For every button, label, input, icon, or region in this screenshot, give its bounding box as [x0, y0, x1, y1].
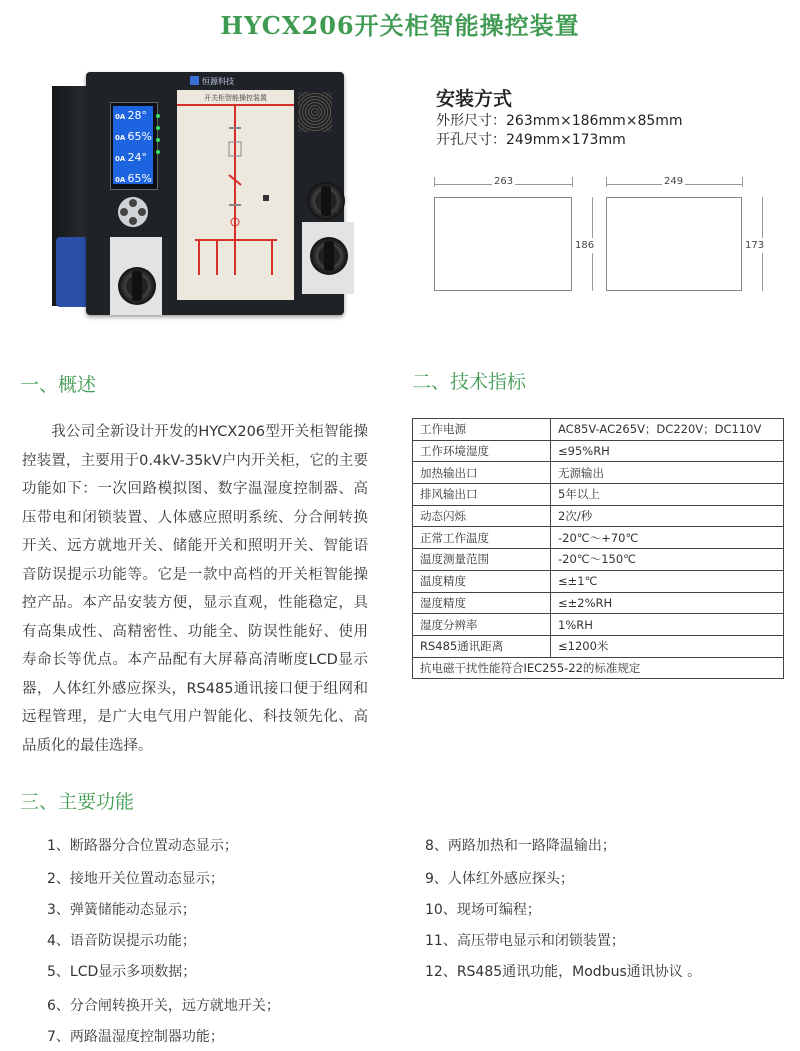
keypad	[118, 197, 148, 227]
spec-row	[413, 419, 784, 441]
function-item: 4、语音防误提示功能；	[47, 933, 196, 949]
spec-value: ≤1200米	[551, 635, 784, 657]
device-brand: 恒源科技	[202, 77, 234, 86]
spec-value: ≤±1℃	[551, 570, 784, 592]
function-item: 6、分合闸转换开关，远方就地开关；	[47, 998, 280, 1014]
function-item: 7、两路温湿度控制器功能；	[47, 1029, 224, 1045]
cutout-dimension-box	[606, 197, 742, 291]
spec-row	[413, 462, 784, 484]
energy-switch-icon	[307, 182, 345, 220]
spec-footer-row	[413, 657, 784, 679]
spec-key: 温度精度	[413, 570, 551, 592]
spec-row	[413, 505, 784, 527]
speaker-grille	[298, 92, 332, 132]
lcd-row: 0A 65%	[115, 172, 152, 185]
lcd-row: 0A 28°	[115, 109, 148, 122]
remote-local-switch-icon	[118, 267, 156, 305]
install-outer-size: 外形尺寸：263mm×186mm×85mm	[436, 113, 683, 129]
spec-footer: 抗电磁干扰性能符合IEC255-22的标准规定	[413, 657, 784, 679]
open-close-switch-icon	[310, 237, 348, 275]
function-item: 8、两路加热和一路降温输出；	[425, 838, 616, 854]
specs-heading: 二、技术指标	[412, 371, 527, 393]
function-item: 9、人体红外感应探头；	[425, 871, 574, 887]
spec-row	[413, 484, 784, 506]
spec-row	[413, 570, 784, 592]
brand-logo-icon	[190, 76, 199, 85]
spec-value: AC85V-AC265V；DC220V；DC110V	[551, 419, 784, 441]
spec-row	[413, 614, 784, 636]
outer-dimension-box	[434, 197, 572, 291]
spec-key: 湿度精度	[413, 592, 551, 614]
spec-row	[413, 635, 784, 657]
spec-value: ≤±2%RH	[551, 592, 784, 614]
function-item: 3、弹簧储能动态显示；	[47, 902, 196, 918]
spec-value: -20℃～+70℃	[551, 527, 784, 549]
overview-text: 我公司全新设计开发的HYCX206型开关柜智能操控装置，主要用于0.4kV-35kV户内开关柜，它的主要功能如下：一次回路模拟图、数字温湿度控制器、高压带电和闭锁装置、人体感应照明系统、分合闸转换开关、远方就地开关、储能开关和照明开关、智能语音防误提示功能等。它是一款中高档的开关柜智能操控产品。本产品安装方便，显示直观，性能稳定，具有高集成性、高精密性、功能全、防误性能好、使用寿命长等优点。本产品配有大屏幕高清晰度LCD显示器，人体红外感应探头，RS485通讯接口便于组网和远程管理，是广大电气用户智能化、科技领先化、高品质化的最佳选择。	[22, 424, 368, 754]
install-title: 安装方式	[436, 88, 513, 110]
spec-key: 排风输出口	[413, 484, 551, 506]
outer-width-label: 263	[494, 176, 514, 187]
spec-row	[413, 440, 784, 462]
functions-heading: 三、主要功能	[20, 791, 135, 813]
spec-value: 2次/秒	[551, 505, 784, 527]
spec-table	[412, 418, 784, 679]
function-item: 1、断路器分合位置动态显示；	[47, 838, 238, 854]
single-line-diagram-icon	[177, 90, 294, 300]
spec-value: 5年以上	[551, 484, 784, 506]
spec-key: 工作环境湿度	[413, 440, 551, 462]
lcd-screen	[113, 106, 153, 184]
function-item: 10、现场可编程；	[425, 902, 541, 918]
indicator-leds	[156, 114, 160, 162]
cutout-height-label: 173	[745, 240, 765, 251]
device-image	[52, 72, 352, 317]
spec-key: 动态闪烁	[413, 505, 551, 527]
spec-value: 1%RH	[551, 614, 784, 636]
function-item: 5、LCD显示多项数据；	[47, 964, 197, 980]
function-item: 12、RS485通讯功能，Modbus通讯协议 。	[425, 964, 702, 980]
spec-key: RS485通讯距离	[413, 635, 551, 657]
spec-row	[413, 592, 784, 614]
page-title: HYCX206开关柜智能操控装置	[220, 11, 580, 40]
spec-row	[413, 527, 784, 549]
spec-key: 加热输出口	[413, 462, 551, 484]
function-item: 11、高压带电显示和闭锁装置；	[425, 933, 625, 949]
mimic-diagram	[177, 90, 294, 300]
cutout-width-label: 249	[664, 176, 684, 187]
lcd-row: 0A 65%	[115, 130, 152, 143]
lcd-row: 0A 24°	[115, 151, 148, 164]
mimic-title: 开关柜智能操控装置	[204, 94, 267, 102]
spec-value: 无源输出	[551, 462, 784, 484]
lcd-display	[110, 102, 158, 190]
install-cutout-size: 开孔尺寸：249mm×173mm	[436, 132, 626, 148]
spec-key: 正常工作温度	[413, 527, 551, 549]
overview-heading: 一、概述	[20, 374, 97, 396]
outer-height-label: 186	[575, 240, 595, 251]
spec-key: 湿度分辨率	[413, 614, 551, 636]
spec-value: ≤95%RH	[551, 440, 784, 462]
spec-key: 温度测量范围	[413, 549, 551, 571]
spec-key: 工作电源	[413, 419, 551, 441]
spec-row	[413, 549, 784, 571]
function-item: 2、接地开关位置动态显示；	[47, 871, 224, 887]
spec-value: -20℃～150℃	[551, 549, 784, 571]
